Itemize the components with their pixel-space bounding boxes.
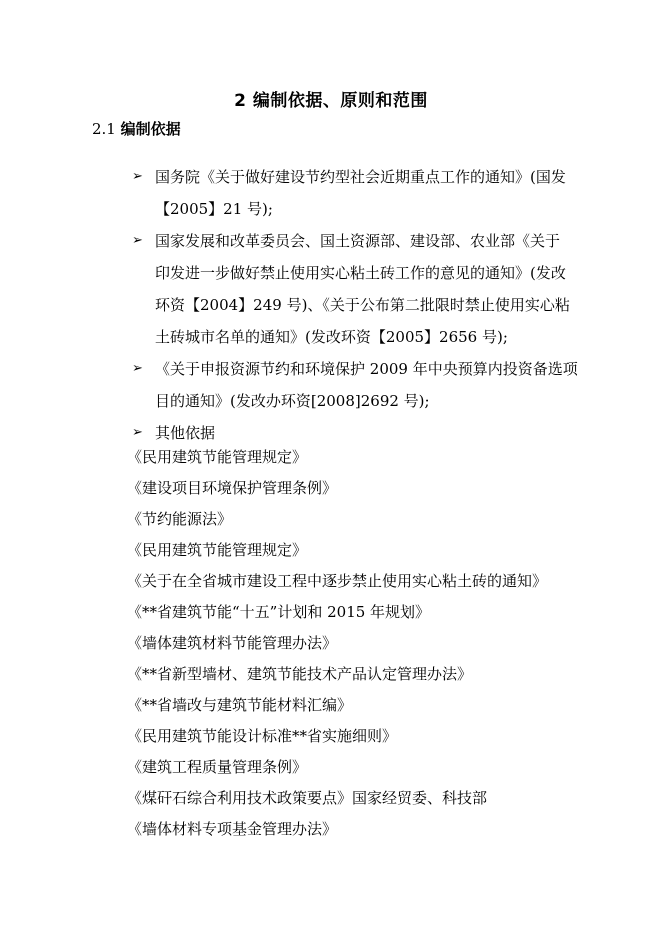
bullet-line: 环资【2004】249 号)、《关于公布第二批限时禁止使用实心粘 xyxy=(155,296,570,314)
bullet-line: 国务院《关于做好建设节约型社会近期重点工作的通知》(国发 xyxy=(155,168,566,186)
reference-item: 《建设项目环境保护管理条例》 xyxy=(127,479,338,497)
page-title: 2 编制依据、原则和范围 xyxy=(234,91,428,111)
bullet-line: 土砖城市名单的通知》(发改环资【2005】2656 号); xyxy=(155,328,508,346)
bullet-item xyxy=(0,225,595,353)
reference-item: 《墙体建筑材料节能管理办法》 xyxy=(127,634,338,652)
bullet-line: 其他依据 xyxy=(155,424,216,442)
reference-item: 《**省建筑节能“十五”计划和 2015 年规划》 xyxy=(127,603,431,621)
bullet-list xyxy=(0,161,662,449)
reference-item: 《关于在全省城市建设工程中逐步禁止使用实心粘土砖的通知》 xyxy=(127,572,548,590)
reference-item: 《民用建筑节能管理规定》 xyxy=(127,448,308,466)
bullet-item xyxy=(0,161,595,225)
bullet-line: 《关于申报资源节约和环境保护 2009 年中央预算内投资备选项 xyxy=(155,360,578,378)
section-number: 2.1 xyxy=(92,120,121,138)
arrow-bullet-icon: ➢ xyxy=(132,233,143,248)
reference-item: 《**省墙改与建筑节能材料汇编》 xyxy=(127,696,353,714)
bullet-line: 【2005】21 号); xyxy=(155,200,273,218)
arrow-bullet-icon: ➢ xyxy=(132,169,143,184)
arrow-bullet-icon: ➢ xyxy=(132,361,143,376)
reference-list xyxy=(127,442,627,845)
section-heading xyxy=(92,118,181,139)
section-label: 编制依据 xyxy=(120,120,181,138)
bullet-line: 目的通知》(发改办环资[2008]2692 号); xyxy=(155,392,430,410)
reference-item: 《墙体材料专项基金管理办法》 xyxy=(127,820,338,838)
arrow-bullet-icon: ➢ xyxy=(132,425,143,440)
bullet-line: 印发进一步做好禁止使用实心粘土砖工作的意见的通知》(发改 xyxy=(155,264,566,282)
reference-item: 《民用建筑节能设计标准**省实施细则》 xyxy=(127,727,398,745)
reference-item: 《煤矸石综合利用技术政策要点》国家经贸委、科技部 xyxy=(127,789,488,807)
reference-item: 《**省新型墙材、建筑节能技术产品认定管理办法》 xyxy=(127,665,473,683)
bullet-line: 国家发展和改革委员会、国土资源部、建设部、农业部《关于 xyxy=(155,232,561,250)
bullet-item xyxy=(0,353,595,417)
reference-item: 《民用建筑节能管理规定》 xyxy=(127,541,308,559)
reference-item: 《节约能源法》 xyxy=(127,510,233,528)
reference-item: 《建筑工程质量管理条例》 xyxy=(127,758,308,776)
